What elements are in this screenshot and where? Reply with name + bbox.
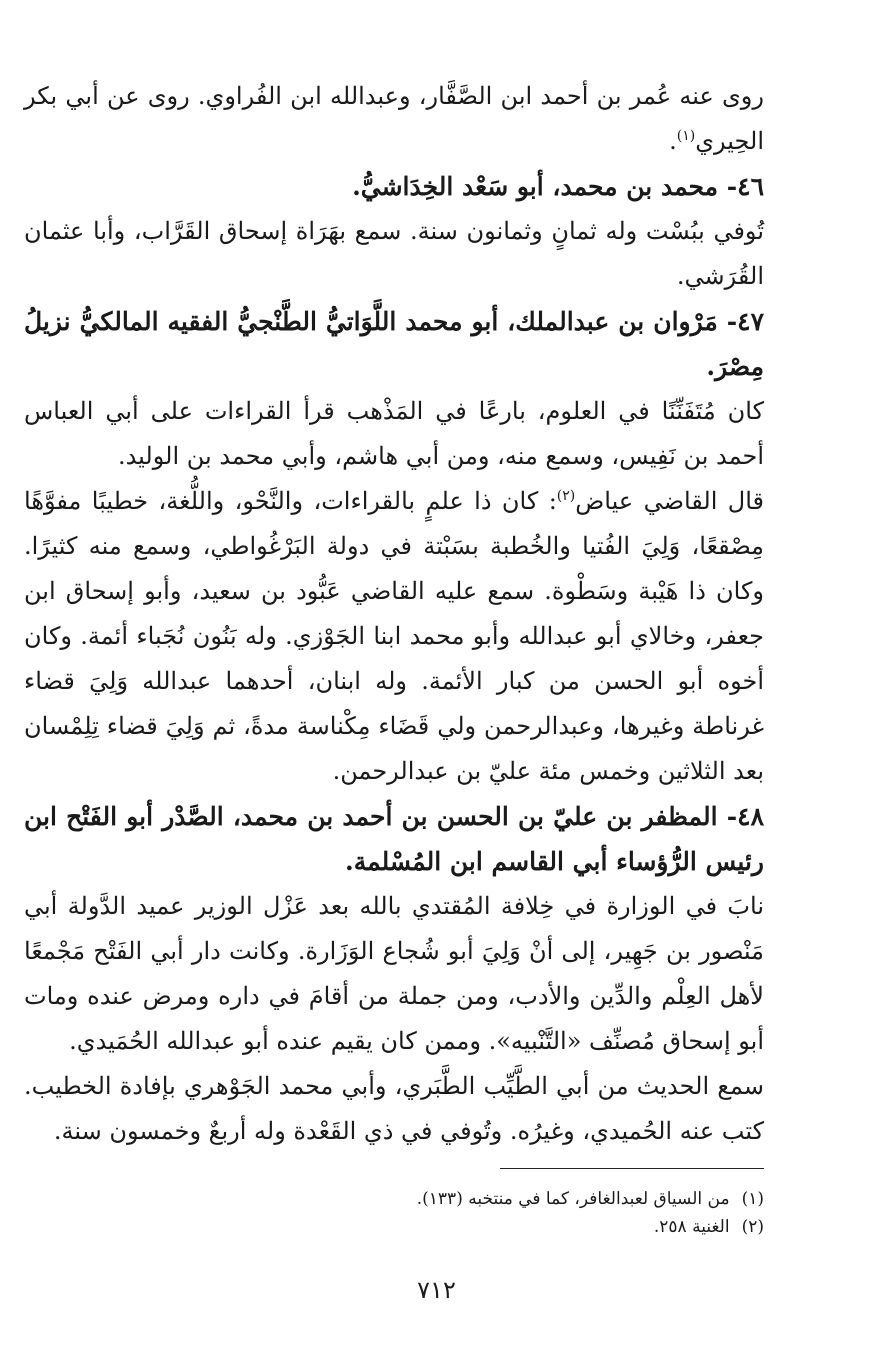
footnote-divider xyxy=(500,1168,764,1169)
footnote-1 xyxy=(24,1185,764,1213)
paragraph-0 xyxy=(24,74,764,164)
page-number: ٧١٢ xyxy=(417,1276,456,1304)
footnote-2 xyxy=(24,1213,764,1241)
footnote-1-text: من السياق لعبدالغافر، كما في منتخبه (١٣٣). xyxy=(416,1189,730,1209)
footnote-2-number: (٢) xyxy=(741,1217,764,1237)
paragraph-5-after: : كان ذا علمٍ بالقراءات، والنَّحْو، واللُّغة، خطيبًا مفوَّهًا مِصْقعًا، وَلِيَ الفُتيا والخُطبة بسَبْتة في دولة البَرْغُواطي، وسمع منه كثيرًا. وكان ذا هَيْبة وسَطْوة. سمع عليه القاضي عَبُّود بن سعيد، وأبو إسحاق ابن جعفر، وخالاي أبو عبدالله وأبو محمد ابنا الجَوْزي. وله بَنُون نُجَباء أئمة. وكان أخوه أبو الحسن من كبار الأئمة. وله ابنان، أحدهما عبدالله وَلِيَ قضاء غرناطة وغيرها، وعبدالرحمن ولي قَضَاء مِكْناسة مدةً، ثم وَلِيَ قضاء تِلِمْسان بعد الثلاثين وخمس مئة عليّ بن عبدالرحمن. xyxy=(24,487,765,785)
paragraph-4: كان مُتَفَنِّنًا في العلوم، بارعًا في المَذْهب قرأ القراءات على أبي العباس أحمد بن نَفِيس، وسمع منه، ومن أبي هاشم، وأبي محمد بن الوليد. xyxy=(24,397,764,470)
page-body xyxy=(24,74,764,1154)
footnotes xyxy=(24,1185,764,1241)
paragraph-5 xyxy=(24,479,764,794)
paragraph-0-text: روى عنه عُمر بن أحمد ابن الصَّفَّار، وعبدالله ابن الفُراوي. روى عن أبي بكر الحِيري xyxy=(24,82,764,155)
footnote-2-text: الغنية ٢٥٨. xyxy=(653,1217,730,1237)
footnote-1-number: (١) xyxy=(741,1189,764,1209)
entry-heading-48: ٤٨- المظفر بن عليّ بن الحسن بن أحمد بن محمد، الصَّدْر أبو الفَتْح ابن رئيس الرُّؤساء أبي القاسم ابن المُسْلمة. xyxy=(24,802,764,876)
footnote-ref-1: (١) xyxy=(676,128,696,144)
paragraph-0-after: . xyxy=(669,127,677,155)
entry-heading-47: ٤٧- مَرْوان بن عبدالملك، أبو محمد اللَّوَاتيُّ الطَّنْجيُّ الفقيه المالكيُّ نزيلُ مِصْرَ. xyxy=(24,307,764,381)
paragraph-7: نابَ في الوزارة في خِلافة المُقتدي بالله بعد عَزْل الوزير عميد الدَّولة أبي مَنْصور بن جَهِير، إلى أنْ وَلِيَ أبو شُجاع الوَزَارة. وكانت دار أبي الفَتْح مَجْمعًا لأهل العِلْم والدِّين والأدب، ومن جملة من أقامَ في داره ومرض عنده ومات أبو إسحاق مُصنِّف «التَّنْبيه». وممن كان يقيم عنده أبو عبدالله الحُمَيدي. xyxy=(24,892,764,1055)
footnote-ref-2: (٢) xyxy=(556,488,576,504)
paragraph-8: سمع الحديث من أبي الطَّيِّب الطَّبَري، وأبي محمد الجَوْهري بإفادة الخطيب. كتب عنه الحُميدي، وغيرُه. وتُوفي في ذي القَعْدة وله أربعٌ وخمسون سنة. xyxy=(24,1072,765,1145)
paragraph-5-text: قال القاضي عياض xyxy=(575,487,765,515)
entry-heading-46: ٤٦- محمد بن محمد، أبو سَعْد الخِدَاشيُّ. xyxy=(352,172,764,201)
paragraph-2: تُوفي ببُسْت وله ثمانٍ وثمانون سنة. سمع بهَرَاة إسحاق القَرَّاب، وأبا عثمان القُرَشي. xyxy=(24,217,764,290)
